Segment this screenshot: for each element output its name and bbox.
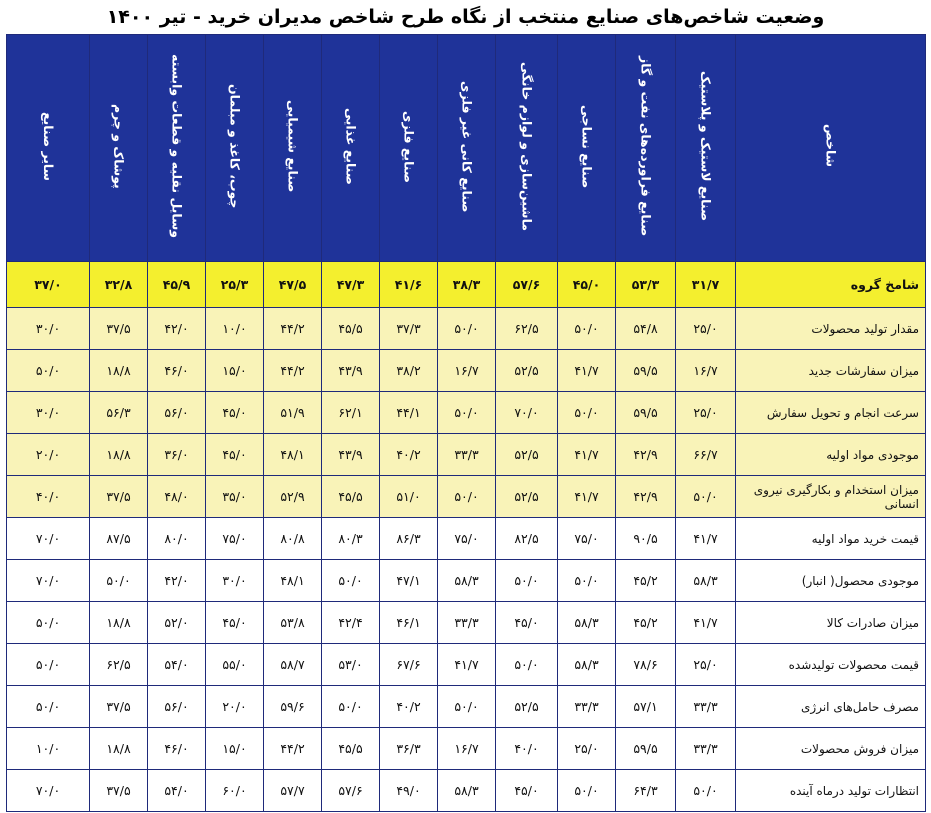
- indicator-label: انتظارات تولید درماه آینده: [736, 770, 926, 812]
- column-header-label: صنایع لاستیک و پلاستیک: [698, 71, 714, 222]
- column-header-label: صنایع نساجی: [579, 104, 595, 189]
- table-row: [7, 602, 926, 644]
- table-row: [7, 644, 926, 686]
- table-row: [7, 518, 926, 560]
- indicator-label: قیمت خرید مواد اولیه: [736, 518, 926, 560]
- table-cell: ۱۸/۸: [90, 434, 148, 476]
- indicator-label: قیمت محصولات تولیدشده: [736, 644, 926, 686]
- table-cell: ۵۰/۰: [496, 644, 558, 686]
- column-header: [558, 35, 616, 262]
- table-row: [7, 392, 926, 434]
- group-index-row: [7, 262, 926, 308]
- table-cell: ۹۰/۵: [616, 518, 676, 560]
- table-cell: ۴۵/۰: [206, 392, 264, 434]
- table-cell: ۴۹/۰: [380, 770, 438, 812]
- table-cell: ۵۰/۰: [7, 602, 90, 644]
- column-header: [264, 35, 322, 262]
- indicator-header-label: شاخص: [823, 124, 839, 168]
- table-cell: ۵۳/۳: [616, 262, 676, 308]
- table-cell: ۴۰/۰: [496, 728, 558, 770]
- table-cell: ۵۰/۰: [438, 392, 496, 434]
- column-header: [322, 35, 380, 262]
- table-cell: ۶۴/۳: [616, 770, 676, 812]
- column-header: [380, 35, 438, 262]
- table-cell: ۵۰/۰: [7, 644, 90, 686]
- table-cell: ۱۸/۸: [90, 728, 148, 770]
- table-cell: ۴۵/۰: [496, 770, 558, 812]
- table-cell: ۵۶/۳: [90, 392, 148, 434]
- table-cell: ۵۰/۰: [676, 770, 736, 812]
- table-cell: ۵۰/۰: [558, 392, 616, 434]
- table-cell: ۷۸/۶: [616, 644, 676, 686]
- column-header: [676, 35, 736, 262]
- table-cell: ۵۸/۳: [438, 560, 496, 602]
- table-cell: ۴۵/۵: [322, 728, 380, 770]
- column-header-label: صنایع کانی غیر فلزی: [459, 80, 475, 213]
- table-cell: ۶۲/۵: [496, 308, 558, 350]
- table-cell: ۵۷/۶: [322, 770, 380, 812]
- table-cell: ۳۶/۰: [148, 434, 206, 476]
- table-cell: ۴۰/۲: [380, 434, 438, 476]
- table-cell: ۴۵/۹: [148, 262, 206, 308]
- column-header: [438, 35, 496, 262]
- table-cell: ۷۵/۰: [558, 518, 616, 560]
- table-cell: ۴۱/۷: [558, 434, 616, 476]
- table-cell: ۶۲/۱: [322, 392, 380, 434]
- table-cell: ۷۵/۰: [206, 518, 264, 560]
- table-cell: ۴۴/۱: [380, 392, 438, 434]
- table-cell: ۵۲/۵: [496, 350, 558, 392]
- table-cell: ۱۵/۰: [206, 350, 264, 392]
- header-row: [7, 35, 926, 262]
- table-cell: ۲۵/۰: [676, 392, 736, 434]
- table-cell: ۵۹/۵: [616, 728, 676, 770]
- table-cell: ۵۴/۰: [148, 644, 206, 686]
- table-cell: ۱۵/۰: [206, 728, 264, 770]
- table-cell: ۵۳/۰: [322, 644, 380, 686]
- table-row: [7, 308, 926, 350]
- table-row: [7, 560, 926, 602]
- table-cell: ۱۰/۰: [7, 728, 90, 770]
- column-header-label: سایر صنایع: [41, 112, 56, 181]
- table-cell: ۴۶/۰: [148, 728, 206, 770]
- table-cell: ۳۳/۳: [676, 686, 736, 728]
- table-cell: ۴۲/۴: [322, 602, 380, 644]
- table-cell: ۷۰/۰: [7, 560, 90, 602]
- table-cell: ۷۰/۰: [496, 392, 558, 434]
- table-cell: ۳۷/۳: [380, 308, 438, 350]
- table-cell: ۵۲/۵: [496, 686, 558, 728]
- table-cell: ۴۱/۷: [558, 476, 616, 518]
- table-row: [7, 434, 926, 476]
- table-cell: ۴۲/۹: [616, 434, 676, 476]
- table-cell: ۵۹/۵: [616, 392, 676, 434]
- table-cell: ۶۶/۷: [676, 434, 736, 476]
- table-cell: ۸۰/۸: [264, 518, 322, 560]
- table-cell: ۵۹/۶: [264, 686, 322, 728]
- table-cell: ۵۰/۰: [438, 686, 496, 728]
- table-cell: ۸۷/۵: [90, 518, 148, 560]
- table-cell: ۴۴/۲: [264, 728, 322, 770]
- table-cell: ۶۲/۵: [90, 644, 148, 686]
- table-cell: ۴۸/۱: [264, 434, 322, 476]
- column-header: [148, 35, 206, 262]
- table-cell: ۴۰/۰: [7, 476, 90, 518]
- table-cell: ۳۱/۷: [676, 262, 736, 308]
- table-cell: ۵۰/۰: [558, 308, 616, 350]
- table-cell: ۵۰/۰: [90, 560, 148, 602]
- table-cell: ۸۶/۳: [380, 518, 438, 560]
- indicator-label: موجودی محصول( انبار): [736, 560, 926, 602]
- industry-indicators-table: [6, 34, 926, 812]
- table-cell: ۷۰/۰: [7, 518, 90, 560]
- column-header: [616, 35, 676, 262]
- table-cell: ۴۵/۲: [616, 560, 676, 602]
- table-row: [7, 728, 926, 770]
- table-cell: ۴۵/۰: [206, 434, 264, 476]
- table-cell: ۵۸/۳: [558, 602, 616, 644]
- table-cell: ۵۰/۰: [676, 476, 736, 518]
- table-cell: ۵۶/۰: [148, 686, 206, 728]
- table-cell: ۴۵/۰: [558, 262, 616, 308]
- table-cell: ۸۰/۰: [148, 518, 206, 560]
- table-cell: ۴۵/۲: [616, 602, 676, 644]
- column-header-label: صنایع شیمیایی: [285, 100, 301, 193]
- table-cell: ۳۷/۰: [7, 262, 90, 308]
- column-header: [496, 35, 558, 262]
- table-cell: ۵۶/۰: [148, 392, 206, 434]
- table-cell: ۵۸/۳: [558, 644, 616, 686]
- indicator-label: مصرف حامل‌های انرژی: [736, 686, 926, 728]
- table-cell: ۲۰/۰: [206, 686, 264, 728]
- table-cell: ۱۸/۸: [90, 350, 148, 392]
- table-cell: ۴۸/۱: [264, 560, 322, 602]
- table-cell: ۵۲/۵: [496, 476, 558, 518]
- table-cell: ۳۵/۰: [206, 476, 264, 518]
- table-cell: ۴۷/۱: [380, 560, 438, 602]
- table-cell: ۴۶/۱: [380, 602, 438, 644]
- indicator-label: موجودی مواد اولیه: [736, 434, 926, 476]
- indicator-label: سرعت انجام و تحویل سفارش: [736, 392, 926, 434]
- table-cell: ۵۲/۹: [264, 476, 322, 518]
- table-cell: ۴۱/۷: [676, 518, 736, 560]
- table-cell: ۳۲/۸: [90, 262, 148, 308]
- table-cell: ۵۳/۸: [264, 602, 322, 644]
- table-cell: ۵۸/۳: [438, 770, 496, 812]
- table-cell: ۴۱/۷: [438, 644, 496, 686]
- table-cell: ۵۲/۰: [148, 602, 206, 644]
- table-cell: ۴۸/۰: [148, 476, 206, 518]
- table-body: [7, 262, 926, 812]
- table-cell: ۶۰/۰: [206, 770, 264, 812]
- table-cell: ۵۰/۰: [7, 686, 90, 728]
- table-cell: ۴۷/۳: [322, 262, 380, 308]
- table-cell: ۱۶/۷: [676, 350, 736, 392]
- table-cell: ۴۵/۰: [206, 602, 264, 644]
- table-header: [7, 35, 926, 262]
- table-cell: ۴۵/۵: [322, 308, 380, 350]
- indicator-label: میزان استخدام و بکارگیری نیروی انسانی: [736, 476, 926, 518]
- table-cell: ۲۵/۰: [676, 644, 736, 686]
- indicator-label: میزان فروش محصولات: [736, 728, 926, 770]
- table-cell: ۴۵/۵: [322, 476, 380, 518]
- table-cell: ۵۸/۳: [676, 560, 736, 602]
- table-cell: ۲۵/۰: [676, 308, 736, 350]
- table-cell: ۸۰/۳: [322, 518, 380, 560]
- table-cell: ۵۰/۰: [558, 560, 616, 602]
- column-header-label: صنایع فراورده‌های نفت و گاز: [638, 56, 654, 237]
- table-cell: ۵۰/۰: [322, 686, 380, 728]
- table-cell: ۴۴/۲: [264, 308, 322, 350]
- table-cell: ۵۰/۰: [558, 770, 616, 812]
- page-title: وضعیت شاخص‌های صنایع منتخب از نگاه طرح شاخص مدیران خرید - تیر ۱۴۰۰: [106, 6, 825, 28]
- table-cell: ۵۰/۰: [438, 308, 496, 350]
- column-header: [206, 35, 264, 262]
- table-cell: ۶۷/۶: [380, 644, 438, 686]
- column-header-label: ماشین‌سازی و لوازم خانگی: [519, 61, 535, 232]
- table-cell: ۴۲/۰: [148, 308, 206, 350]
- table-row: [7, 770, 926, 812]
- table-cell: ۱۶/۷: [438, 728, 496, 770]
- table-cell: ۳۰/۰: [7, 308, 90, 350]
- table-cell: ۲۰/۰: [7, 434, 90, 476]
- table-cell: ۴۲/۹: [616, 476, 676, 518]
- table-cell: ۴۱/۶: [380, 262, 438, 308]
- table-cell: ۵۰/۰: [7, 350, 90, 392]
- table-cell: ۵۱/۰: [380, 476, 438, 518]
- table-cell: ۵۹/۵: [616, 350, 676, 392]
- indicator-label: شامخ گروه: [736, 262, 926, 308]
- table-cell: ۳۳/۳: [676, 728, 736, 770]
- table-cell: ۳۷/۵: [90, 770, 148, 812]
- table-cell: ۳۰/۰: [7, 392, 90, 434]
- column-header: [90, 35, 148, 262]
- column-header-label: وسایل نقلیه و قطعات وابسته: [169, 54, 185, 239]
- indicator-column-header: [736, 35, 926, 262]
- table-cell: ۴۰/۲: [380, 686, 438, 728]
- table-cell: ۱۸/۸: [90, 602, 148, 644]
- table-cell: ۵۲/۵: [496, 434, 558, 476]
- table-cell: ۳۷/۵: [90, 308, 148, 350]
- table-cell: ۴۷/۵: [264, 262, 322, 308]
- table-cell: ۴۱/۷: [676, 602, 736, 644]
- table-row: [7, 476, 926, 518]
- table-cell: ۷۵/۰: [438, 518, 496, 560]
- column-header: [7, 35, 90, 262]
- table-cell: ۴۵/۰: [496, 602, 558, 644]
- table-cell: ۴۱/۷: [558, 350, 616, 392]
- table-row: [7, 350, 926, 392]
- table-cell: ۱۶/۷: [438, 350, 496, 392]
- table-row: [7, 686, 926, 728]
- table-cell: ۳۸/۳: [438, 262, 496, 308]
- table-cell: ۱۰/۰: [206, 308, 264, 350]
- table-cell: ۳۳/۳: [438, 434, 496, 476]
- table-cell: ۴۲/۰: [148, 560, 206, 602]
- table-cell: ۳۰/۰: [206, 560, 264, 602]
- column-header-label: چوب، کاغذ و مبلمان: [227, 84, 243, 209]
- table-cell: ۴۳/۹: [322, 350, 380, 392]
- table-cell: ۳۳/۳: [558, 686, 616, 728]
- table-cell: ۴۳/۹: [322, 434, 380, 476]
- table-cell: ۷۰/۰: [7, 770, 90, 812]
- table-cell: ۵۰/۰: [496, 560, 558, 602]
- table-cell: ۵۴/۸: [616, 308, 676, 350]
- column-header-label: صنایع غذایی: [343, 108, 359, 185]
- table-cell: ۳۷/۵: [90, 476, 148, 518]
- table-cell: ۳۷/۵: [90, 686, 148, 728]
- table-cell: ۳۶/۳: [380, 728, 438, 770]
- table-cell: ۵۴/۰: [148, 770, 206, 812]
- table-cell: ۵۰/۰: [438, 476, 496, 518]
- indicator-label: مقدار تولید محصولات: [736, 308, 926, 350]
- table-cell: ۳۸/۲: [380, 350, 438, 392]
- table-cell: ۸۲/۵: [496, 518, 558, 560]
- table-cell: ۵۸/۷: [264, 644, 322, 686]
- table-cell: ۵۱/۹: [264, 392, 322, 434]
- indicator-label: میزان سفارشات جدید: [736, 350, 926, 392]
- column-header-label: صنایع فلزی: [401, 110, 417, 183]
- column-header-label: پوشاک و چرم: [111, 104, 127, 189]
- table-cell: ۴۶/۰: [148, 350, 206, 392]
- table-cell: ۵۷/۷: [264, 770, 322, 812]
- table-cell: ۵۷/۶: [496, 262, 558, 308]
- table-cell: ۵۷/۱: [616, 686, 676, 728]
- table-cell: ۲۵/۰: [558, 728, 616, 770]
- table-cell: ۵۵/۰: [206, 644, 264, 686]
- table-cell: ۳۳/۳: [438, 602, 496, 644]
- table-cell: ۴۴/۲: [264, 350, 322, 392]
- indicator-label: میزان صادرات کالا: [736, 602, 926, 644]
- table-cell: ۵۰/۰: [322, 560, 380, 602]
- table-cell: ۲۵/۳: [206, 262, 264, 308]
